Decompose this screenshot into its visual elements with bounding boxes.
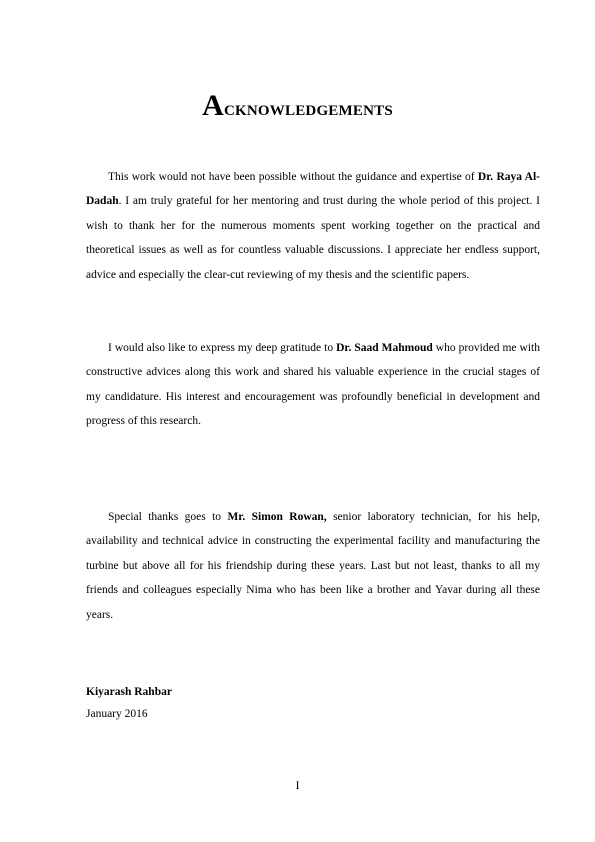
title-first-letter: A xyxy=(202,89,224,122)
paragraph-2-text-after: who provided me with constructive advices along this work and shared his valuable experience in the crucial stages of my candidature. His interest and encouragement was profoundly beneficial in development and progress of this research. xyxy=(86,342,540,428)
paragraph-1 xyxy=(86,165,540,287)
paragraph-3-text-before: Special thanks goes to xyxy=(108,511,228,523)
paragraph-2-text-before: I would also like to express my deep gratitude to xyxy=(108,342,337,354)
title-rest: CKNOWLEDGEMENTS xyxy=(224,103,393,119)
paragraph-2-bold-name: Dr. Saad Mahmoud xyxy=(336,342,433,354)
paragraph-1-text-before: This work would not have been possible without the guidance and expertise of xyxy=(108,171,478,183)
paragraph-2 xyxy=(86,336,540,434)
signature-date: January 2016 xyxy=(86,708,148,720)
paragraph-1-bold-name: Dr. Raya Al-Dadah xyxy=(86,171,540,208)
paragraph-3 xyxy=(86,505,540,627)
paragraph-1-text-after: . I am truly grateful for her mentoring and trust during the whole period of this project. I wish to thank her for the numerous moments spent working together on the practical and theoretical issues as well as for countless valuable discussions. I appreciate her endless support, advice and especially the clear-cut reviewing of my thesis and the scientific papers. xyxy=(86,195,540,281)
signature-name: Kiyarash Rahbar xyxy=(86,686,172,698)
paragraph-3-bold-name: Mr. Simon Rowan, xyxy=(227,511,327,523)
page-number: I xyxy=(295,780,300,792)
page-title xyxy=(0,88,595,129)
paragraph-3-text-after: senior laboratory technician, for his help, availability and technical advice in constructing the experimental facility and manufacturing the turbine but above all for his friendship during these years. Last but not least, thanks to all my friends and colleagues especially Nima who has been like a brother and Yavar during all these years. xyxy=(86,511,540,621)
